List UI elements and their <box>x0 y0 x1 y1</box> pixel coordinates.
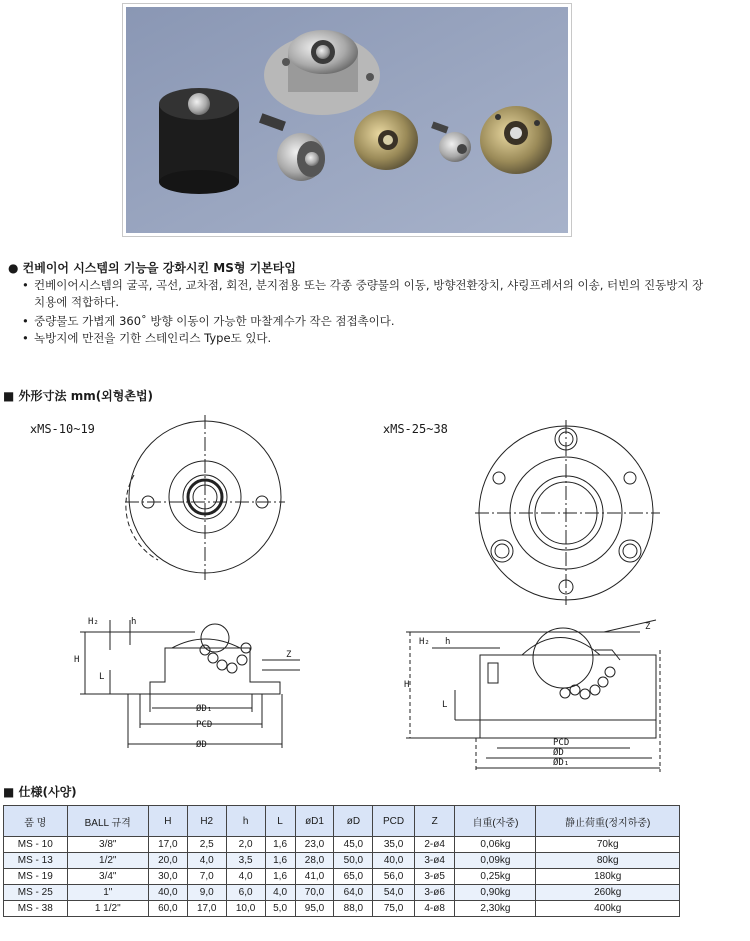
table-cell: 4-ø8 <box>414 901 455 917</box>
table-cell: 28,0 <box>295 853 334 869</box>
table-cell: 17,0 <box>187 901 226 917</box>
table-cell: 88,0 <box>334 901 373 917</box>
table-cell: 2,30kg <box>455 901 536 917</box>
label-D1-left: ØD₁ <box>196 704 213 714</box>
col-header: Z <box>414 806 455 837</box>
label-h2-right: H₂ <box>419 637 430 647</box>
table-cell: 45,0 <box>334 837 373 853</box>
table-cell: 3/8" <box>67 837 148 853</box>
table-cell: 40,0 <box>148 885 187 901</box>
table-cell: 70kg <box>536 837 680 853</box>
table-cell: 4,0 <box>226 869 265 885</box>
table-cell: 3-ø4 <box>414 853 455 869</box>
table-cell: 5,0 <box>265 901 295 917</box>
right-top-view <box>475 420 660 605</box>
table-cell: 64,0 <box>334 885 373 901</box>
col-header: H <box>148 806 187 837</box>
table-cell: 2-ø4 <box>414 837 455 853</box>
table-cell: 75,0 <box>373 901 415 917</box>
table-cell: 30,0 <box>148 869 187 885</box>
feature-item: • 중량물도 가볍게 360˚ 방향 이동이 가능한 마찰계수가 작은 점접촉이다. <box>20 313 710 330</box>
spec-table <box>3 805 680 917</box>
table-cell: 0,09kg <box>455 853 536 869</box>
table-cell: 180kg <box>536 869 680 885</box>
table-cell: MS - 38 <box>4 901 68 917</box>
table-cell: 95,0 <box>295 901 334 917</box>
feature-item: • 컨베이어시스템의 굴곡, 곡선, 교차점, 회전, 분지점용 또는 각종 중량물의 이동, 방향전환장치, 샤링프레서의 이송, 터빈의 진동방지 장치용에 적합하다. <box>20 277 710 311</box>
table-cell: 6,0 <box>226 885 265 901</box>
left-side-view <box>80 620 300 748</box>
col-header: PCD <box>373 806 415 837</box>
table-cell: MS - 19 <box>4 869 68 885</box>
dimensions-heading: ■ 外形寸法 mm(외형촌법) <box>3 389 154 403</box>
table-cell: 3,5 <box>226 853 265 869</box>
spec-table-body <box>4 837 680 917</box>
label-H-left: H <box>74 655 80 665</box>
table-cell: 23,0 <box>295 837 334 853</box>
drawing-right-title: ⅹMS-25~38 <box>383 422 448 436</box>
table-cell: MS - 13 <box>4 853 68 869</box>
label-D1-right: ØD₁ <box>553 758 570 768</box>
table-cell: 1,6 <box>265 853 295 869</box>
table-cell: 0,90kg <box>455 885 536 901</box>
table-cell: 4,0 <box>265 885 295 901</box>
label-h2-left: H₂ <box>88 617 99 627</box>
table-cell: 10,0 <box>226 901 265 917</box>
table-cell: 41,0 <box>295 869 334 885</box>
table-cell: 65,0 <box>334 869 373 885</box>
spec-heading: ■ 仕様(사양) <box>3 785 77 799</box>
table-cell: 3/4" <box>67 869 148 885</box>
label-L-left: L <box>99 672 105 682</box>
table-cell: 80kg <box>536 853 680 869</box>
table-cell: 1 1/2" <box>67 901 148 917</box>
table-cell: 1,6 <box>265 837 295 853</box>
table-cell: 56,0 <box>373 869 415 885</box>
label-D-right: ØD <box>553 748 564 758</box>
table-header-row <box>4 806 680 837</box>
table-cell: 260kg <box>536 885 680 901</box>
table-cell: 3-ø6 <box>414 885 455 901</box>
drawing-left-title: ⅹMS-10~19 <box>30 422 95 436</box>
square-bullet: ■ <box>3 389 19 403</box>
col-header: øD1 <box>295 806 334 837</box>
headline-bullet: ● <box>8 261 23 275</box>
table-cell: 2,5 <box>187 837 226 853</box>
table-cell: 2,0 <box>226 837 265 853</box>
table-cell: 3-ø5 <box>414 869 455 885</box>
table-row <box>4 901 680 917</box>
table-cell: MS - 25 <box>4 885 68 901</box>
label-H-right: H <box>404 680 410 690</box>
table-cell: 1,6 <box>265 869 295 885</box>
table-cell: 400kg <box>536 901 680 917</box>
table-cell: 20,0 <box>148 853 187 869</box>
table-cell: 1/2" <box>67 853 148 869</box>
table-row <box>4 837 680 853</box>
table-cell: 35,0 <box>373 837 415 853</box>
col-header: øD <box>334 806 373 837</box>
table-cell: 7,0 <box>187 869 226 885</box>
label-Z-left: Z <box>286 650 292 660</box>
square-bullet: ■ <box>3 785 19 799</box>
label-L-right: L <box>442 700 448 710</box>
table-cell: 54,0 <box>373 885 415 901</box>
col-header: 自重(자중) <box>455 806 536 837</box>
label-PCD-left: PCD <box>196 720 213 730</box>
col-header: h <box>226 806 265 837</box>
table-row <box>4 885 680 901</box>
table-cell: 0,25kg <box>455 869 536 885</box>
table-cell: 40,0 <box>373 853 415 869</box>
table-cell: 1" <box>67 885 148 901</box>
table-cell: 60,0 <box>148 901 187 917</box>
label-h-small-left: h <box>131 617 137 627</box>
col-header: L <box>265 806 295 837</box>
label-Z-right: Z <box>645 622 651 632</box>
col-header: H2 <box>187 806 226 837</box>
headline-text: 컨베이어 시스템의 기능을 강화시킨 MS형 기본타입 <box>22 261 296 275</box>
table-cell: 0,06kg <box>455 837 536 853</box>
table-cell: 9,0 <box>187 885 226 901</box>
col-header: 静止荷重(정지하중) <box>536 806 680 837</box>
col-header: BALL 규격 <box>67 806 148 837</box>
col-header: 품 명 <box>4 806 68 837</box>
table-cell: MS - 10 <box>4 837 68 853</box>
table-cell: 50,0 <box>334 853 373 869</box>
feature-item: • 녹방지에 만전을 기한 스테인리스 Type도 있다. <box>20 330 710 347</box>
label-D-left: ØD <box>196 740 207 750</box>
table-cell: 70,0 <box>295 885 334 901</box>
label-PCD-right: PCD <box>553 738 570 748</box>
left-top-view <box>125 415 285 580</box>
table-row <box>4 853 680 869</box>
label-h-small-right: h <box>445 637 451 647</box>
table-row <box>4 869 680 885</box>
table-cell: 17,0 <box>148 837 187 853</box>
table-cell: 4,0 <box>187 853 226 869</box>
